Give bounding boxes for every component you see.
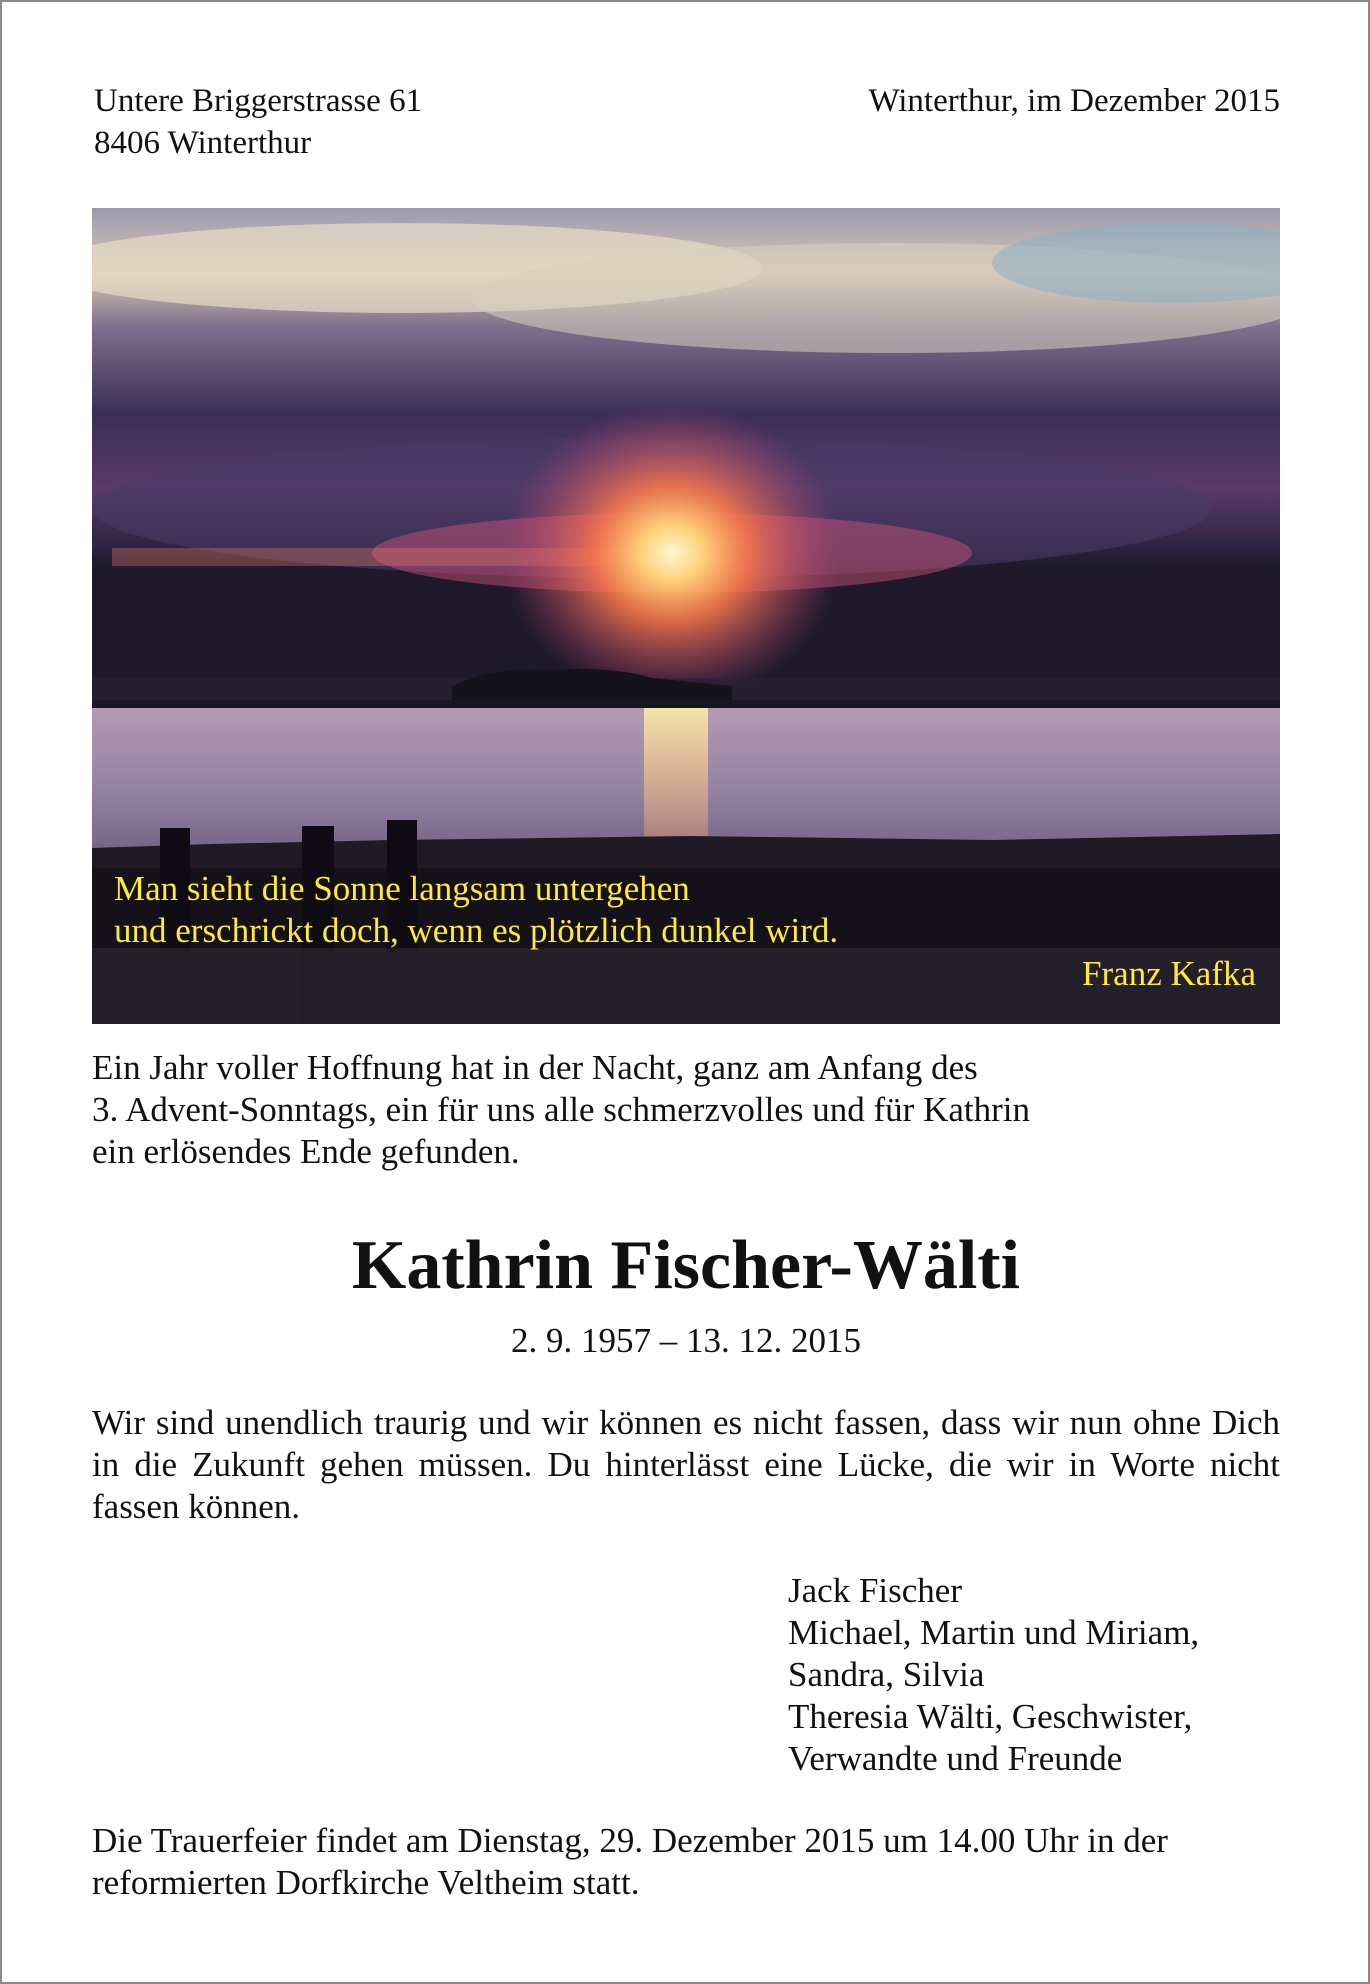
sender-address bbox=[94, 80, 422, 164]
mourner-line: Jack Fischer bbox=[788, 1571, 962, 1610]
mourning-message: Wir sind unendlich traurig und wir können es nicht fassen, dass wir nun ohne Dich in die Zukunft gehen müssen. Du hinterlässt eine Lücke, die wir in Worte nicht fassen können. bbox=[92, 1403, 1280, 1526]
life-dates: 2. 9. 1957 – 13. 12. 2015 bbox=[511, 1321, 861, 1360]
intro-line-3: ein erlösendes Ende gefunden. bbox=[92, 1132, 520, 1171]
sunset-photo bbox=[92, 208, 1280, 1024]
intro-line-1: Ein Jahr voller Hoffnung hat in der Nacht, ganz am Anfang des bbox=[92, 1048, 978, 1087]
quote-author: Franz Kafka bbox=[1082, 954, 1256, 993]
mourner-line: Theresia Wälti, Geschwister, bbox=[788, 1697, 1193, 1736]
address-street: Untere Briggerstrasse 61 bbox=[94, 83, 423, 119]
place-date: Winterthur, im Dezember 2015 bbox=[868, 83, 1280, 119]
mourners-list bbox=[788, 1570, 1288, 1780]
quote bbox=[114, 868, 838, 952]
intro-text bbox=[92, 1047, 1280, 1173]
ceremony-line-1: Die Trauerfeier findet am Dienstag, 29. Dezember 2015 um 14.00 Uhr in der bbox=[92, 1821, 1168, 1860]
mourner-line: Sandra, Silvia bbox=[788, 1655, 985, 1694]
ceremony-info bbox=[92, 1820, 1280, 1904]
intro-line-2: 3. Advent-Sonntags, ein für uns alle schmerzvolles und für Kathrin bbox=[92, 1090, 1030, 1129]
mourner-line: Verwandte und Freunde bbox=[788, 1739, 1123, 1778]
quote-line-2: und erschrickt doch, wenn es plötzlich dunkel wird. bbox=[114, 911, 839, 950]
ceremony-line-2: reformierten Dorfkirche Veltheim statt. bbox=[92, 1863, 640, 1902]
address-city: 8406 Winterthur bbox=[94, 125, 312, 161]
header bbox=[92, 80, 1280, 170]
quote-line-1: Man sieht die Sonne langsam untergehen bbox=[114, 869, 690, 908]
deceased-name: Kathrin Fischer-Wälti bbox=[351, 1227, 1021, 1304]
mourner-line: Michael, Martin und Miriam, bbox=[788, 1613, 1200, 1652]
